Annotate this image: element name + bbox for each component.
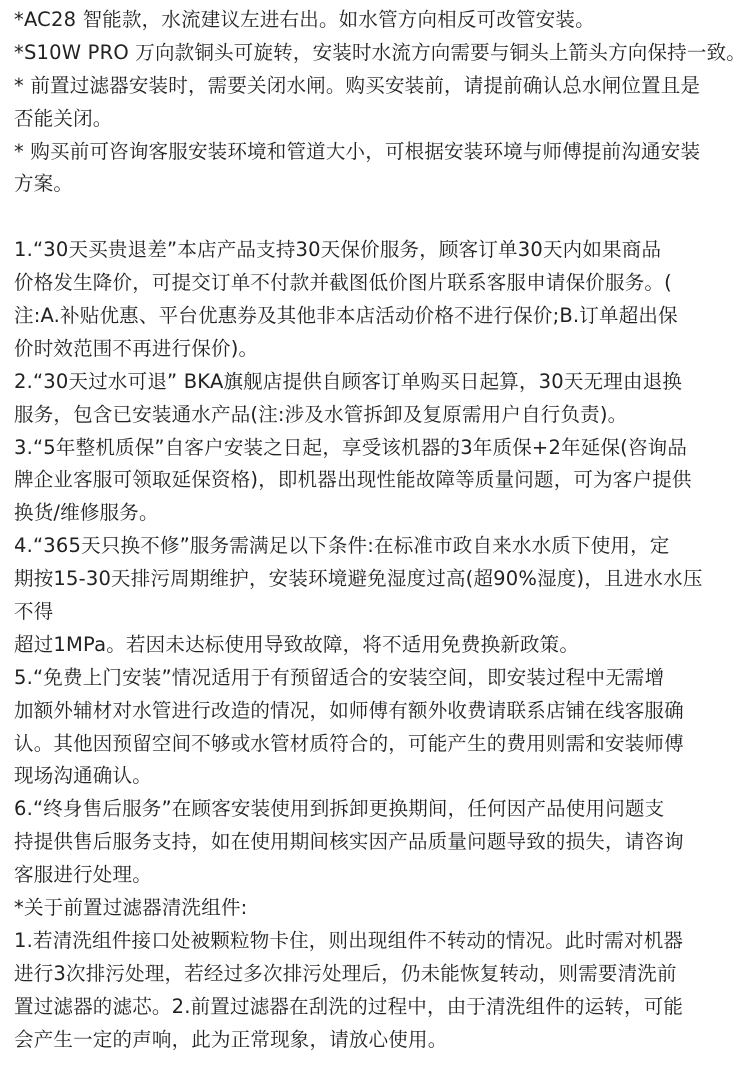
- product-service-notice: [14, 4, 744, 1057]
- policy-line: 加额外辅材对水管进行改造的情况，如师傅有额外收费请联系店铺在线客服确: [14, 698, 684, 722]
- policy-line: 置过滤器的滤芯。2.前置过滤器在刮洗的过程中，由于清洗组件的运转，可能: [14, 994, 684, 1018]
- policy-line: 1.“30天买贵退差”本店产品支持30天保价服务，顾客订单30天内如果商品: [14, 238, 662, 262]
- note-line: * 购买前可咨询客服安装环境和管道大小，可根据安装环境与师傅提前沟通安装: [14, 139, 701, 163]
- policy-line: 进行3次排污处理，若经过多次排污处理后，仍未能恢复转动，则需要清洗前: [14, 961, 677, 985]
- policy-line: 3.“5年整机质保”自客户安装之日起，享受该机器的3年质保+2年延保(咨询品: [14, 435, 688, 459]
- policy-line: 6.“终身售后服务”在顾客安装使用到拆卸更换期间，任何因产品使用问题支: [14, 797, 665, 821]
- policy-line: 认。其他因预留空间不够或水管材质符合的，可能产生的费用则需和安装师傅: [14, 731, 684, 755]
- note-line: *AC28 智能款，水流建议左进右出。如水管方向相反可改管安装。: [14, 8, 595, 31]
- policy-line: 4.“365天只换不修”服务需满足以下条件:在标准市政自来水水质下使用，定: [14, 534, 670, 558]
- policy-line: 换货/维修服务。: [14, 501, 159, 525]
- policy-line: 期按15-30天排污周期维护，安装环境避免湿度过高(超90%湿度)，且进水水压: [14, 567, 703, 591]
- policy-line: 客服进行处理。: [14, 863, 152, 887]
- policy-line: 注:A.补贴优惠、平台优惠券及其他非本店活动价格不进行保价;B.订单超出保: [14, 304, 678, 328]
- policy-line: 1.若清洗组件接口处被颗粒物卡住，则出现组件不转动的情况。此时需对机器: [14, 928, 684, 952]
- note-line: *S10W PRO 万向款铜头可旋转，安装时水流方向需要与铜头上箭头方向保持一致。: [14, 40, 746, 64]
- policy-line: 不得: [14, 600, 54, 624]
- policy-line: 服务，包含已安装通水产品(注:涉及水管拆卸及复原需用户自行负责)。: [14, 402, 628, 426]
- note-line: 否能关闭。: [14, 106, 113, 130]
- policy-line: 超过1MPa。若因未达标使用导致故障，将不适用免费换新政策。: [14, 632, 580, 656]
- note-line: 方案。: [14, 172, 74, 196]
- policy-line: 价时效范围不再进行保价)。: [14, 336, 259, 360]
- paragraph-spacer: [14, 201, 744, 234]
- policy-line: 价格发生降价，可提交订单不付款并截图低价图片联系客服申请保价服务。(: [14, 271, 672, 295]
- policy-line: *关于前置过滤器清洗组件:: [14, 896, 248, 920]
- policy-line: 持提供售后服务支持，如在使用期间核实因产品质量问题导致的损失，请咨询: [14, 830, 684, 854]
- policy-line: 牌企业客服可领取延保资格)，即机器出现性能故障等质量问题，可为客户提供: [14, 468, 692, 492]
- policy-line: 会产生一定的声响，此为正常现象，请放心使用。: [14, 1027, 448, 1051]
- policy-line: 5.“免费上门安装”情况适用于有预留适合的安装空间，即安装过程中无需增: [14, 665, 665, 689]
- policy-line: 2.“30天过水可退” BKA旗舰店提供自顾客订单购买日起算，30天无理由退换: [14, 369, 683, 393]
- note-line: * 前置过滤器安装时，需要关闭水闸。购买安装前，请提前确认总水闸位置且是: [14, 73, 701, 97]
- policy-line: 现场沟通确认。: [14, 764, 152, 788]
